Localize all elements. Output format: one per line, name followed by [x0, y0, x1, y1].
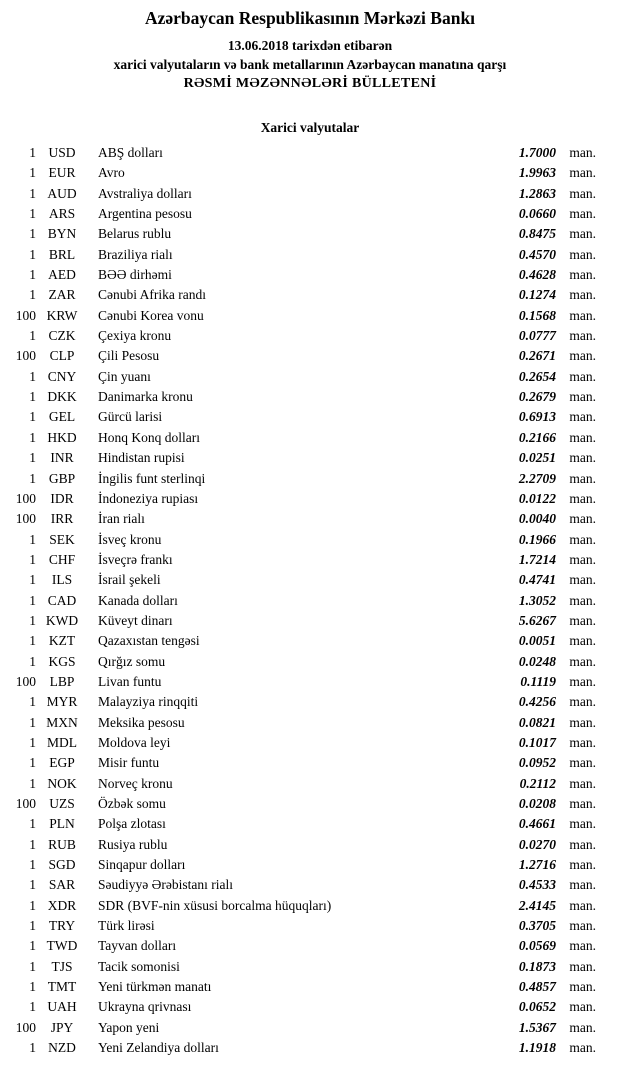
row-currency-name: ABŞ dolları	[98, 145, 163, 160]
row-currency-code: TWD	[46, 938, 78, 954]
row-unit-label: man.	[569, 1019, 596, 1035]
row-quantity: 1	[29, 938, 36, 954]
row-currency-name: Yapon yeni	[98, 1019, 160, 1035]
row-currency-name: Səudiyyə Ərəbistanı rialı	[98, 877, 233, 893]
row-quantity: 1	[29, 999, 36, 1015]
row-unit-label: man.	[569, 612, 596, 628]
row-rate-value: 1.3052	[518, 592, 556, 608]
row-unit-label: man.	[569, 1040, 596, 1056]
row-currency-name: Livan funtu	[98, 673, 162, 689]
row-unit-label: man.	[569, 938, 596, 954]
row-quantity: 1	[29, 368, 36, 384]
row-currency-code: UZS	[49, 796, 75, 811]
row-unit-label: man.	[569, 490, 596, 506]
row-currency-name: Rusiya rublu	[98, 836, 168, 852]
row-quantity: 1	[29, 734, 36, 750]
currency-row	[10, 245, 596, 265]
row-currency-name: İndoneziya rupiası	[98, 490, 199, 506]
row-currency-code: CHF	[48, 551, 76, 567]
row-currency-code: PLN	[49, 816, 75, 832]
row-unit-label: man.	[569, 511, 596, 527]
row-currency-code: RUB	[48, 836, 76, 852]
row-currency-code: IDR	[50, 490, 74, 506]
row-quantity: 1	[29, 389, 36, 405]
row-unit-label: man.	[569, 592, 596, 608]
currency-row	[10, 713, 596, 733]
row-currency-code: TJS	[51, 958, 73, 974]
currency-row	[10, 652, 596, 672]
row-currency-code: ILS	[51, 572, 73, 588]
row-currency-code: TMT	[47, 979, 77, 995]
currency-row	[10, 672, 596, 692]
row-currency-code: SAR	[48, 877, 76, 893]
row-currency-code: KWD	[45, 612, 79, 628]
row-currency-name: Avstraliya dolları	[98, 185, 192, 201]
currency-row	[10, 794, 596, 814]
row-currency-name: İngilis funt sterlinqi	[98, 470, 206, 486]
row-currency-name: İsveç kronu	[98, 531, 162, 547]
row-currency-name: İran rialı	[98, 511, 145, 527]
row-quantity: 1	[29, 185, 36, 201]
row-unit-label: man.	[569, 145, 596, 160]
row-unit-label: man.	[569, 368, 596, 384]
row-unit-label: man.	[569, 185, 596, 201]
row-rate-value: 0.0248	[518, 653, 556, 669]
row-rate-value: 0.2654	[518, 368, 556, 384]
row-rate-value: 0.1119	[520, 673, 556, 689]
row-quantity: 1	[29, 429, 36, 445]
row-currency-code: CZK	[48, 328, 76, 344]
row-currency-code: ARS	[48, 206, 76, 222]
currency-row	[10, 448, 596, 468]
row-quantity: 1	[29, 633, 36, 649]
currency-row	[10, 753, 596, 773]
row-currency-name: Özbək somu	[98, 796, 166, 811]
row-unit-label: man.	[569, 531, 596, 547]
row-rate-value: 0.4533	[518, 877, 556, 893]
row-quantity: 1	[29, 653, 36, 669]
currency-row	[10, 774, 596, 794]
row-currency-code: MXN	[46, 714, 78, 730]
row-unit-label: man.	[569, 918, 596, 934]
row-rate-value: 1.5367	[518, 1019, 556, 1035]
currency-row	[10, 163, 596, 183]
row-quantity: 1	[29, 551, 36, 567]
row-currency-name: Moldova leyi	[98, 734, 171, 750]
currency-row	[10, 733, 596, 753]
row-rate-value: 2.4145	[518, 897, 556, 913]
row-quantity: 1	[29, 206, 36, 222]
currency-row	[10, 1038, 596, 1058]
row-currency-code: AUD	[47, 185, 77, 201]
row-currency-name: Malayziya rinqqiti	[98, 694, 199, 710]
row-rate-value: 0.2112	[519, 775, 556, 791]
row-rate-value: 0.4661	[518, 816, 556, 832]
row-currency-code: KRW	[46, 307, 78, 323]
row-unit-label: man.	[569, 409, 596, 425]
row-currency-code: GEL	[48, 409, 76, 425]
row-unit-label: man.	[569, 287, 596, 303]
row-unit-label: man.	[569, 633, 596, 649]
row-rate-value: 5.6267	[518, 612, 556, 628]
row-rate-value: 0.0040	[518, 511, 556, 527]
row-unit-label: man.	[569, 307, 596, 323]
row-rate-value: 0.1568	[518, 307, 556, 323]
row-currency-code: MDL	[47, 734, 77, 750]
row-quantity: 100	[15, 1019, 36, 1035]
row-quantity: 1	[29, 897, 36, 913]
row-quantity: 1	[29, 531, 36, 547]
row-quantity: 1	[29, 816, 36, 832]
row-currency-code: CAD	[47, 592, 77, 608]
currency-row	[10, 936, 596, 956]
row-unit-label: man.	[569, 755, 596, 771]
row-rate-value: 0.1966	[518, 531, 556, 547]
row-rate-value: 1.9963	[518, 165, 556, 181]
effective-date-line: 13.06.2018 tarixdən etibarən	[227, 38, 393, 53]
row-currency-name: Küveyt dinarı	[98, 612, 173, 628]
row-quantity: 1	[29, 572, 36, 588]
row-unit-label: man.	[569, 694, 596, 710]
section-title-foreign-currencies: Xarici valyutalar	[260, 120, 360, 135]
row-currency-name: Tacik somonisi	[98, 958, 180, 974]
row-rate-value: 0.0569	[518, 938, 556, 954]
row-quantity: 100	[15, 796, 36, 811]
row-quantity: 1	[29, 857, 36, 873]
row-unit-label: man.	[569, 999, 596, 1015]
row-currency-name: Cənubi Korea vonu	[98, 307, 204, 323]
page-header	[0, 8, 620, 92]
row-rate-value: 1.7214	[518, 551, 556, 567]
row-currency-name: Tayvan dolları	[98, 938, 177, 954]
currency-row	[10, 530, 596, 550]
row-rate-value: 0.4570	[518, 246, 556, 262]
row-unit-label: man.	[569, 450, 596, 466]
row-currency-name: Cənubi Afrika randı	[98, 287, 206, 303]
currency-row	[10, 265, 596, 285]
row-rate-value: 0.0208	[518, 796, 556, 811]
row-rate-value: 0.0952	[518, 755, 556, 771]
row-unit-label: man.	[569, 897, 596, 913]
row-currency-code: LBP	[49, 673, 75, 689]
row-currency-code: UAH	[47, 999, 77, 1015]
row-currency-name: Qırğız somu	[98, 653, 166, 669]
row-unit-label: man.	[569, 775, 596, 791]
row-currency-code: HKD	[47, 429, 77, 445]
currency-row	[10, 224, 596, 244]
row-rate-value: 0.0660	[518, 206, 556, 222]
row-quantity: 100	[15, 490, 36, 506]
row-currency-code: USD	[48, 145, 76, 160]
row-currency-name: Argentina pesosu	[98, 206, 192, 222]
currency-row	[10, 143, 596, 163]
row-quantity: 1	[29, 267, 36, 283]
row-currency-name: Çili Pesosu	[98, 348, 160, 364]
row-unit-label: man.	[569, 348, 596, 364]
row-unit-label: man.	[569, 551, 596, 567]
row-rate-value: 0.1873	[518, 958, 556, 974]
currency-row	[10, 489, 596, 509]
currency-row	[10, 367, 596, 387]
row-quantity: 1	[29, 592, 36, 608]
row-currency-code: IRR	[50, 511, 74, 527]
row-quantity: 1	[29, 145, 36, 160]
row-currency-code: NZD	[48, 1040, 76, 1056]
row-currency-name: Çexiya kronu	[98, 328, 172, 344]
row-currency-code: GBP	[48, 470, 76, 486]
row-currency-code: KGS	[48, 653, 76, 669]
row-rate-value: 0.1274	[518, 287, 556, 303]
currency-row	[10, 835, 596, 855]
row-unit-label: man.	[569, 958, 596, 974]
row-unit-label: man.	[569, 328, 596, 344]
row-unit-label: man.	[569, 470, 596, 486]
currency-row	[10, 469, 596, 489]
row-rate-value: 0.4741	[518, 572, 556, 588]
row-quantity: 100	[15, 673, 36, 689]
row-unit-label: man.	[569, 246, 596, 262]
row-rate-value: 0.2671	[518, 348, 556, 364]
currency-row	[10, 285, 596, 305]
row-rate-value: 0.8475	[518, 226, 556, 242]
row-currency-code: JPY	[50, 1019, 74, 1035]
row-currency-name: Türk lirəsi	[98, 918, 155, 934]
row-rate-value: 0.4256	[518, 694, 556, 710]
row-quantity: 1	[29, 979, 36, 995]
row-currency-name: Meksika pesosu	[98, 714, 185, 730]
currency-row	[10, 428, 596, 448]
row-currency-name: Ukrayna qrivnası	[98, 999, 192, 1015]
row-currency-code: KZT	[48, 633, 76, 649]
row-quantity: 1	[29, 470, 36, 486]
row-quantity: 1	[29, 694, 36, 710]
row-currency-name: Kanada dolları	[98, 592, 178, 608]
row-rate-value: 0.2166	[518, 429, 556, 445]
row-currency-code: AED	[48, 267, 76, 283]
currency-row	[10, 346, 596, 366]
currency-row	[10, 550, 596, 570]
row-currency-code: ZAR	[48, 287, 76, 303]
currency-row	[10, 387, 596, 407]
currency-table	[0, 143, 620, 1058]
row-currency-name: Hindistan rupisi	[98, 450, 185, 466]
currency-row	[10, 875, 596, 895]
row-currency-name: Belarus rublu	[98, 226, 172, 242]
row-quantity: 100	[15, 511, 36, 527]
row-unit-label: man.	[569, 267, 596, 283]
currency-row	[10, 407, 596, 427]
row-currency-code: BYN	[47, 226, 77, 242]
row-rate-value: 2.2709	[518, 470, 556, 486]
row-currency-code: EUR	[48, 165, 76, 181]
row-currency-name: Sinqapur dolları	[98, 857, 186, 873]
row-unit-label: man.	[569, 653, 596, 669]
row-quantity: 1	[29, 450, 36, 466]
row-unit-label: man.	[569, 226, 596, 242]
row-quantity: 100	[15, 307, 36, 323]
row-rate-value: 0.3705	[518, 918, 556, 934]
row-unit-label: man.	[569, 165, 596, 181]
row-quantity: 1	[29, 246, 36, 262]
row-currency-code: BRL	[48, 246, 76, 262]
currency-row	[10, 916, 596, 936]
bulletin-title: RƏSMİ MƏZƏNNƏLƏRİ BÜLLETENİ	[183, 76, 437, 91]
row-currency-code: CLP	[49, 348, 75, 364]
row-currency-name: SDR (BVF-nin xüsusi borcalma hüquqları)	[98, 897, 332, 913]
row-currency-code: XDR	[47, 897, 77, 913]
row-rate-value: 1.2863	[518, 185, 556, 201]
currency-row	[10, 957, 596, 977]
row-currency-name: Norveç kronu	[98, 775, 173, 791]
row-unit-label: man.	[569, 714, 596, 730]
row-quantity: 1	[29, 328, 36, 344]
row-unit-label: man.	[569, 877, 596, 893]
row-quantity: 1	[29, 918, 36, 934]
row-currency-name: Misir funtu	[98, 755, 160, 771]
row-rate-value: 1.7000	[518, 145, 556, 160]
row-currency-name: İsrail şekeli	[98, 572, 161, 588]
row-currency-name: Yeni Zelandiya dolları	[98, 1040, 219, 1056]
row-currency-name: Qazaxıstan tengəsi	[98, 633, 200, 649]
row-quantity: 1	[29, 877, 36, 893]
currency-row	[10, 977, 596, 997]
subtitle-line: xarici valyutaların və bank metallarının Azərbaycan manatına qarşı	[113, 57, 507, 72]
row-rate-value: 0.0122	[518, 490, 556, 506]
row-quantity: 1	[29, 755, 36, 771]
row-currency-name: BƏƏ dirhəmi	[98, 267, 172, 283]
currency-row	[10, 611, 596, 631]
row-rate-value: 0.0251	[518, 450, 556, 466]
row-unit-label: man.	[569, 796, 596, 811]
currency-row	[10, 509, 596, 529]
row-currency-code: TRY	[48, 918, 76, 934]
row-quantity: 1	[29, 775, 36, 791]
row-unit-label: man.	[569, 429, 596, 445]
row-quantity: 1	[29, 165, 36, 181]
row-quantity: 1	[29, 287, 36, 303]
row-currency-name: Honq Konq dolları	[98, 429, 200, 445]
row-currency-name: İsveçrə frankı	[98, 551, 173, 567]
currency-row	[10, 204, 596, 224]
row-quantity: 1	[29, 1040, 36, 1056]
row-unit-label: man.	[569, 857, 596, 873]
row-currency-name: Braziliya rialı	[98, 246, 173, 262]
row-rate-value: 0.0777	[518, 328, 556, 344]
row-currency-name: Danimarka kronu	[98, 389, 193, 405]
row-currency-code: SGD	[48, 857, 76, 873]
row-currency-name: Çin yuanı	[98, 368, 151, 384]
row-currency-name: Avro	[98, 165, 125, 181]
row-unit-label: man.	[569, 816, 596, 832]
row-rate-value: 1.2716	[518, 857, 556, 873]
row-rate-value: 0.0270	[518, 836, 556, 852]
row-currency-name: Gürcü larisi	[98, 409, 163, 425]
currency-row	[10, 591, 596, 611]
currency-row	[10, 855, 596, 875]
row-currency-code: INR	[50, 450, 74, 466]
row-rate-value: 0.2679	[518, 389, 556, 405]
row-rate-value: 1.1918	[518, 1040, 556, 1056]
bank-title: Azərbaycan Respublikasının Mərkəzi Bankı	[144, 8, 476, 28]
row-quantity: 100	[15, 348, 36, 364]
row-currency-code: DKK	[47, 389, 77, 405]
row-unit-label: man.	[569, 673, 596, 689]
row-currency-name: Polşa zlotası	[98, 816, 166, 832]
currency-row	[10, 306, 596, 326]
currency-row	[10, 184, 596, 204]
row-quantity: 1	[29, 958, 36, 974]
currency-row	[10, 1018, 596, 1038]
row-currency-code: CNY	[47, 368, 77, 384]
row-unit-label: man.	[569, 206, 596, 222]
currency-row	[10, 997, 596, 1017]
row-unit-label: man.	[569, 389, 596, 405]
row-quantity: 1	[29, 612, 36, 628]
row-rate-value: 0.6913	[518, 409, 556, 425]
row-rate-value: 0.4628	[518, 267, 556, 283]
row-currency-name: Yeni türkmən manatı	[98, 979, 212, 995]
row-unit-label: man.	[569, 836, 596, 852]
currency-row	[10, 896, 596, 916]
row-currency-code: EGP	[49, 755, 75, 771]
currency-row	[10, 814, 596, 834]
row-unit-label: man.	[569, 572, 596, 588]
currency-row	[10, 692, 596, 712]
row-unit-label: man.	[569, 979, 596, 995]
currency-row	[10, 570, 596, 590]
row-quantity: 1	[29, 409, 36, 425]
row-currency-code: NOK	[47, 775, 77, 791]
row-currency-code: MYR	[46, 694, 78, 710]
row-quantity: 1	[29, 836, 36, 852]
currency-row	[10, 631, 596, 651]
row-quantity: 1	[29, 714, 36, 730]
row-rate-value: 0.0051	[518, 633, 556, 649]
row-quantity: 1	[29, 226, 36, 242]
row-rate-value: 0.0821	[518, 714, 556, 730]
row-rate-value: 0.1017	[518, 734, 556, 750]
row-currency-code: SEK	[49, 531, 75, 547]
currency-row	[10, 326, 596, 346]
row-rate-value: 0.4857	[518, 979, 556, 995]
row-rate-value: 0.0652	[518, 999, 556, 1015]
row-unit-label: man.	[569, 734, 596, 750]
